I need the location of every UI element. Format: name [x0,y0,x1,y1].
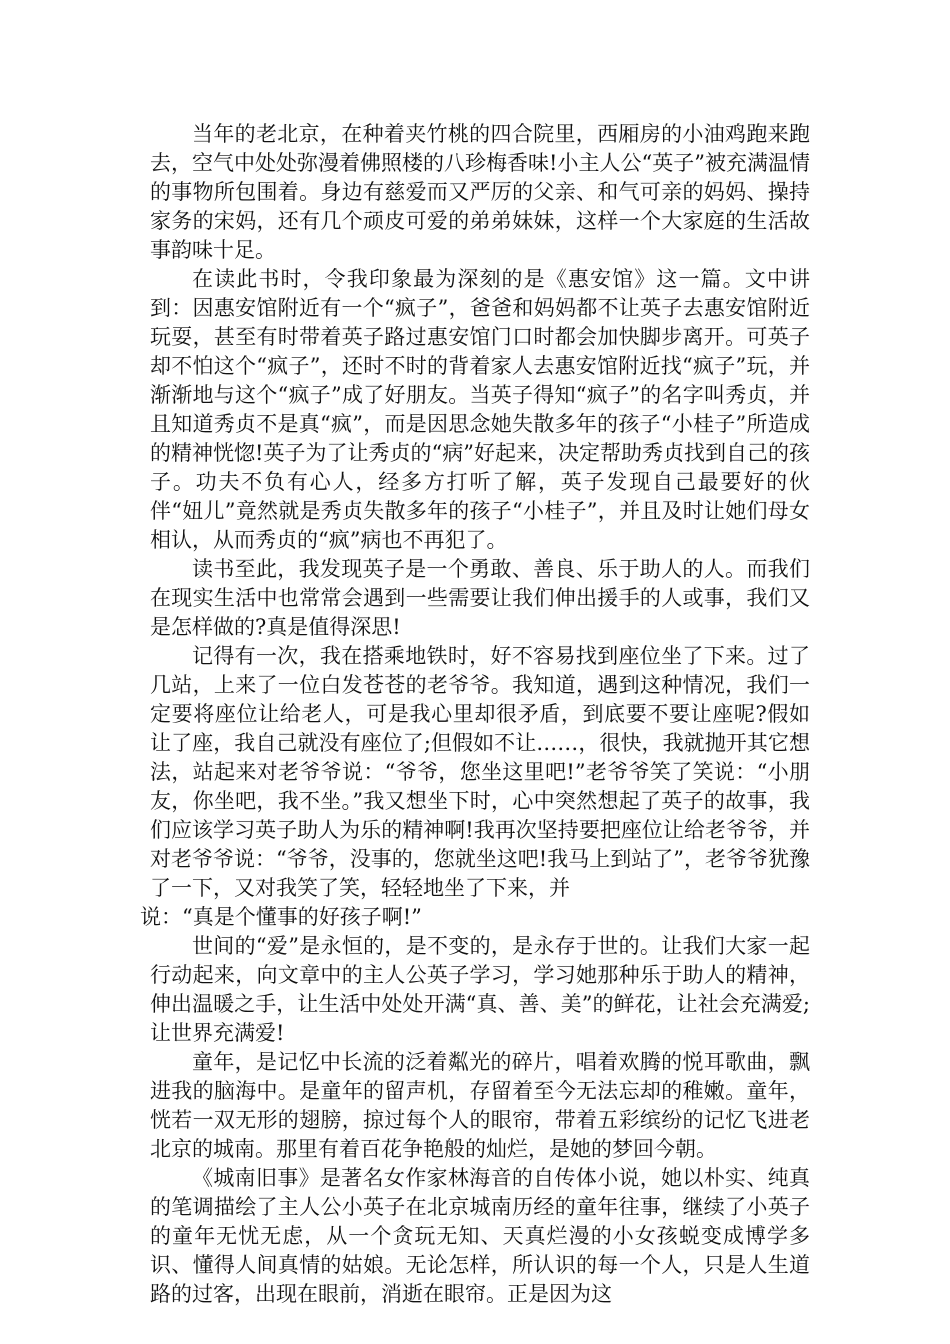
paragraph-5: 说：“真是个懂事的好孩子啊!” [140,905,422,929]
paragraph-4: 记得有一次，我在搭乘地铁时，好不容易找到座位坐了下来。过了几站，上来了一位白发苍苍的老爷爷。我知道，遇到这种情况，我们一定要将座位让给老人，可是我心里却很矛盾，到底要不要让座呢?假如让了座，我自己就没有座位了;但假如不让……，很快，我就抛开其它想法，站起来对老爷爷说：“爷爷，您坐这里吧!”老爷爷笑了笑说：“小朋友，你坐吧，我不坐。”我又想坐下时，心中突然想起了英子的故事，我们应该学习英子助人为乐的精神啊!我再次坚持要把座位让给老爷爷，并对老爷爷说：“爷爷，没事的，您就坐这吧!我马上到站了”，老爷爷犹豫了一下，又对我笑了笑，轻轻地坐了下来，并 [150,644,810,900]
paragraph-8: 《城南旧事》是著名女作家林海音的自传体小说，她以朴实、纯真的笔调描绘了主人公小英子在北京城南历经的童年往事，继续了小英子的童年无忧无虑，从一个贪玩无知、天真烂漫的小女孩蜕变成博学多识、懂得人间真情的姑娘。无论怎样，所认识的每一个人，只是人生道路的过客，出现在眼前，消逝在眼帘。正是因为这 [150,1166,810,1306]
paragraph-6: 世间的“爱”是永恒的，是不变的，是永存于世的。让我们大家一起行动起来，向文章中的主人公英子学习，学习她那种乐于助人的精神，伸出温暖之手，让生活中处处开满“真、善、美”的鲜花，让社会充满爱;让世界充满爱! [150,934,810,1045]
paragraph-3: 读书至此，我发现英子是一个勇敢、善良、乐于助人的人。而我们在现实生活中也常常会遇到一些需要让我们伸出援手的人或事，我们又是怎样做的?真是值得深思! [150,557,810,639]
paragraph-7: 童年，是记忆中长流的泛着粼光的碎片，唱着欢腾的悦耳歌曲，飘进我的脑海中。是童年的留声机，存留着至今无法忘却的稚嫩。童年，恍若一双无形的翅膀，掠过每个人的眼帘，带着五彩缤纷的记忆飞进老北京的城南。那里有着百花争艳般的灿烂，是她的梦回今朝。 [150,1050,810,1161]
paragraph-1: 当年的老北京，在种着夹竹桃的四合院里，西厢房的小油鸡跑来跑去，空气中处处弥漫着佛照楼的八珍梅香味!小主人公“英子”被充满温情的事物所包围着。身边有慈爱而又严厉的父亲、和气可亲的妈妈、操持家务的宋妈，还有几个顽皮可爱的弟弟妹妹，这样一个大家庭的生活故事韵味十足。 [150,122,810,262]
body-text [140,120,810,1309]
paragraph-2: 在读此书时，令我印象最为深刻的是《惠安馆》这一篇。文中讲到：因惠安馆附近有一个“疯子”，爸爸和妈妈都不让英子去惠安馆附近玩耍，甚至有时带着英子路过惠安馆门口时都会加快脚步离开。可英子却不怕这个“疯子”，还时不时的背着家人去惠安馆附近找“疯子”玩，并渐渐地与这个“疯子”成了好朋友。当英子得知“疯子”的名字叫秀贞，并且知道秀贞不是真“疯”，而是因思念她失散多年的孩子“小桂子”所造成的精神恍惚!英子为了让秀贞的“病”好起来，决定帮助秀贞找到自己的孩子。功夫不负有心人，经多方打听了解，英子发现自己最要好的伙伴“妞儿”竟然就是秀贞失散多年的孩子“小桂子”，并且及时让她们母女相认，从而秀贞的“疯”病也不再犯了。 [150,267,810,552]
